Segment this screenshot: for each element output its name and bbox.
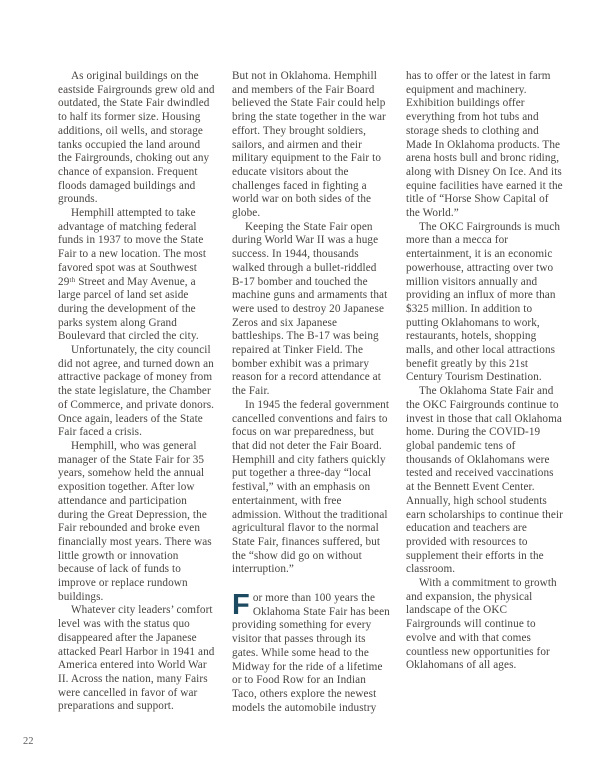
paragraph: In 1945 the federal government cancelled conventions and fairs to focus on war preparedness, but that did not deter the Fair Board. Hemphill and city fathers quickly put together a three-day “local festival,” with an emphasis on entertainment, with free admission. Without the traditional agricultural flavor to the normal State Fair, finances suffered, but the “show did go on without interruption.”	[232, 398, 390, 576]
paragraph: Unfortunately, the city council did not agree, and turned down an attractive package of money from the state legislature, the Chamber of Commerce, and private donors. Once again, leaders of the State Fair faced a crisis.	[58, 344, 215, 439]
text-column-2	[232, 70, 390, 715]
paragraph: has to offer or the latest in farm equipment and machinery. Exhibition buildings offer everything from hot tubs and storage sheds to clothing and Made In Oklahoma products. The arena hosts bull and bronc riding, along with Disney On Ice. And its equine facilities have earned it the title of “Horse Show Capital of the World.”	[406, 70, 563, 220]
paragraph: Whatever city leaders’ comfort level was with the status quo disappeared after the Japanese attacked Pearl Harbor in 1941 and America entered into World War II. Across the nation, many Fairs were cancelled in favor of war preparations and support.	[58, 604, 215, 713]
paragraph: Hemphill, who was general manager of the State Fair for 35 years, somehow held the annual exposition together. After low attendance and participation during the Great Depression, the Fair rebounded and broke even financially most years. There was little growth or innovation because of lack of funds to improve or replace rundown buildings.	[58, 439, 212, 603]
paragraph: The Oklahoma State Fair and the OKC Fairgrounds continue to invest in those that call Oklahoma home. During the COVID-19 global pandemic tens of thousands of Oklahomans were tested and received vaccinations at the Bennett Event Center. Annually, high school students earn scholarships to continue their education and teachers are provided with resources to supplement their efforts in the classroom.	[406, 385, 563, 576]
paragraph: The OKC Fairgrounds is much more than a mecca for entertainment, it is an economic powerhouse, attracting over two million visitors annually and providing an influx of more than $325 million. In addition to putting Oklahomans to work, restaurants, hotels, shopping malls, and other local attractions benefit greatly by this 21st Century Tourism Destination.	[406, 220, 561, 384]
paragraph: As original buildings on the eastside Fairgrounds grew old and outdated, the State Fair dwindled to half its former size. Housing additions, oil wells, and storage tanks occupied the land around the Fairgrounds, choking out any chance of expansion. Frequent floods damaged buildings and grounds.	[58, 70, 215, 206]
article-columns	[58, 70, 563, 715]
paragraph: Hemphill attempted to take advantage of matching federal funds in 1937 to move the State Fair to a new location. The most favored spot was at Southwest 29ᵗʰ Street and May Avenue, a large parcel of land set aside during the development of the parks system along Grand Boulevard that circled the city.	[58, 207, 207, 343]
page-number: 22	[23, 736, 34, 747]
paragraph: But not in Oklahoma. Hemphill and members of the Fair Board believed the State Fair could help bring the state together in the war effort. They brought soldiers, sailors, and airmen and their military equipment to the Fair to educate visitors about the challenges faced in fighting a world war on both sides of the globe.	[232, 70, 386, 220]
paragraph: With a commitment to growth and expansion, the physical landscape of the OKC Fairgrounds will continue to evolve and with that comes countless new opportunities for Oklahomans of all ages.	[406, 577, 557, 672]
text-column-1	[58, 70, 216, 715]
paragraph: Keeping the State Fair open during World War II was a huge success. In 1944, thousands walked through a bullet-riddled B-17 bomber and touched the machine guns and armaments that were used to destroy 20 Japanese Zeros and six Japanese battleships. The B-17 was being repaired at Tinker Field. The bomber exhibit was a primary reason for a record attendance at the Fair.	[232, 220, 388, 398]
drop-cap-letter: F	[232, 589, 250, 622]
paragraph: For more than 100 years the Oklahoma State Fair has been providing something for every visitor that passes through its gates. While some head to the Midway for the ride of a lifetime or to Food Row for an Indian Taco, others explore the newest models the automobile industry	[232, 589, 390, 714]
text-column-3	[406, 70, 564, 715]
